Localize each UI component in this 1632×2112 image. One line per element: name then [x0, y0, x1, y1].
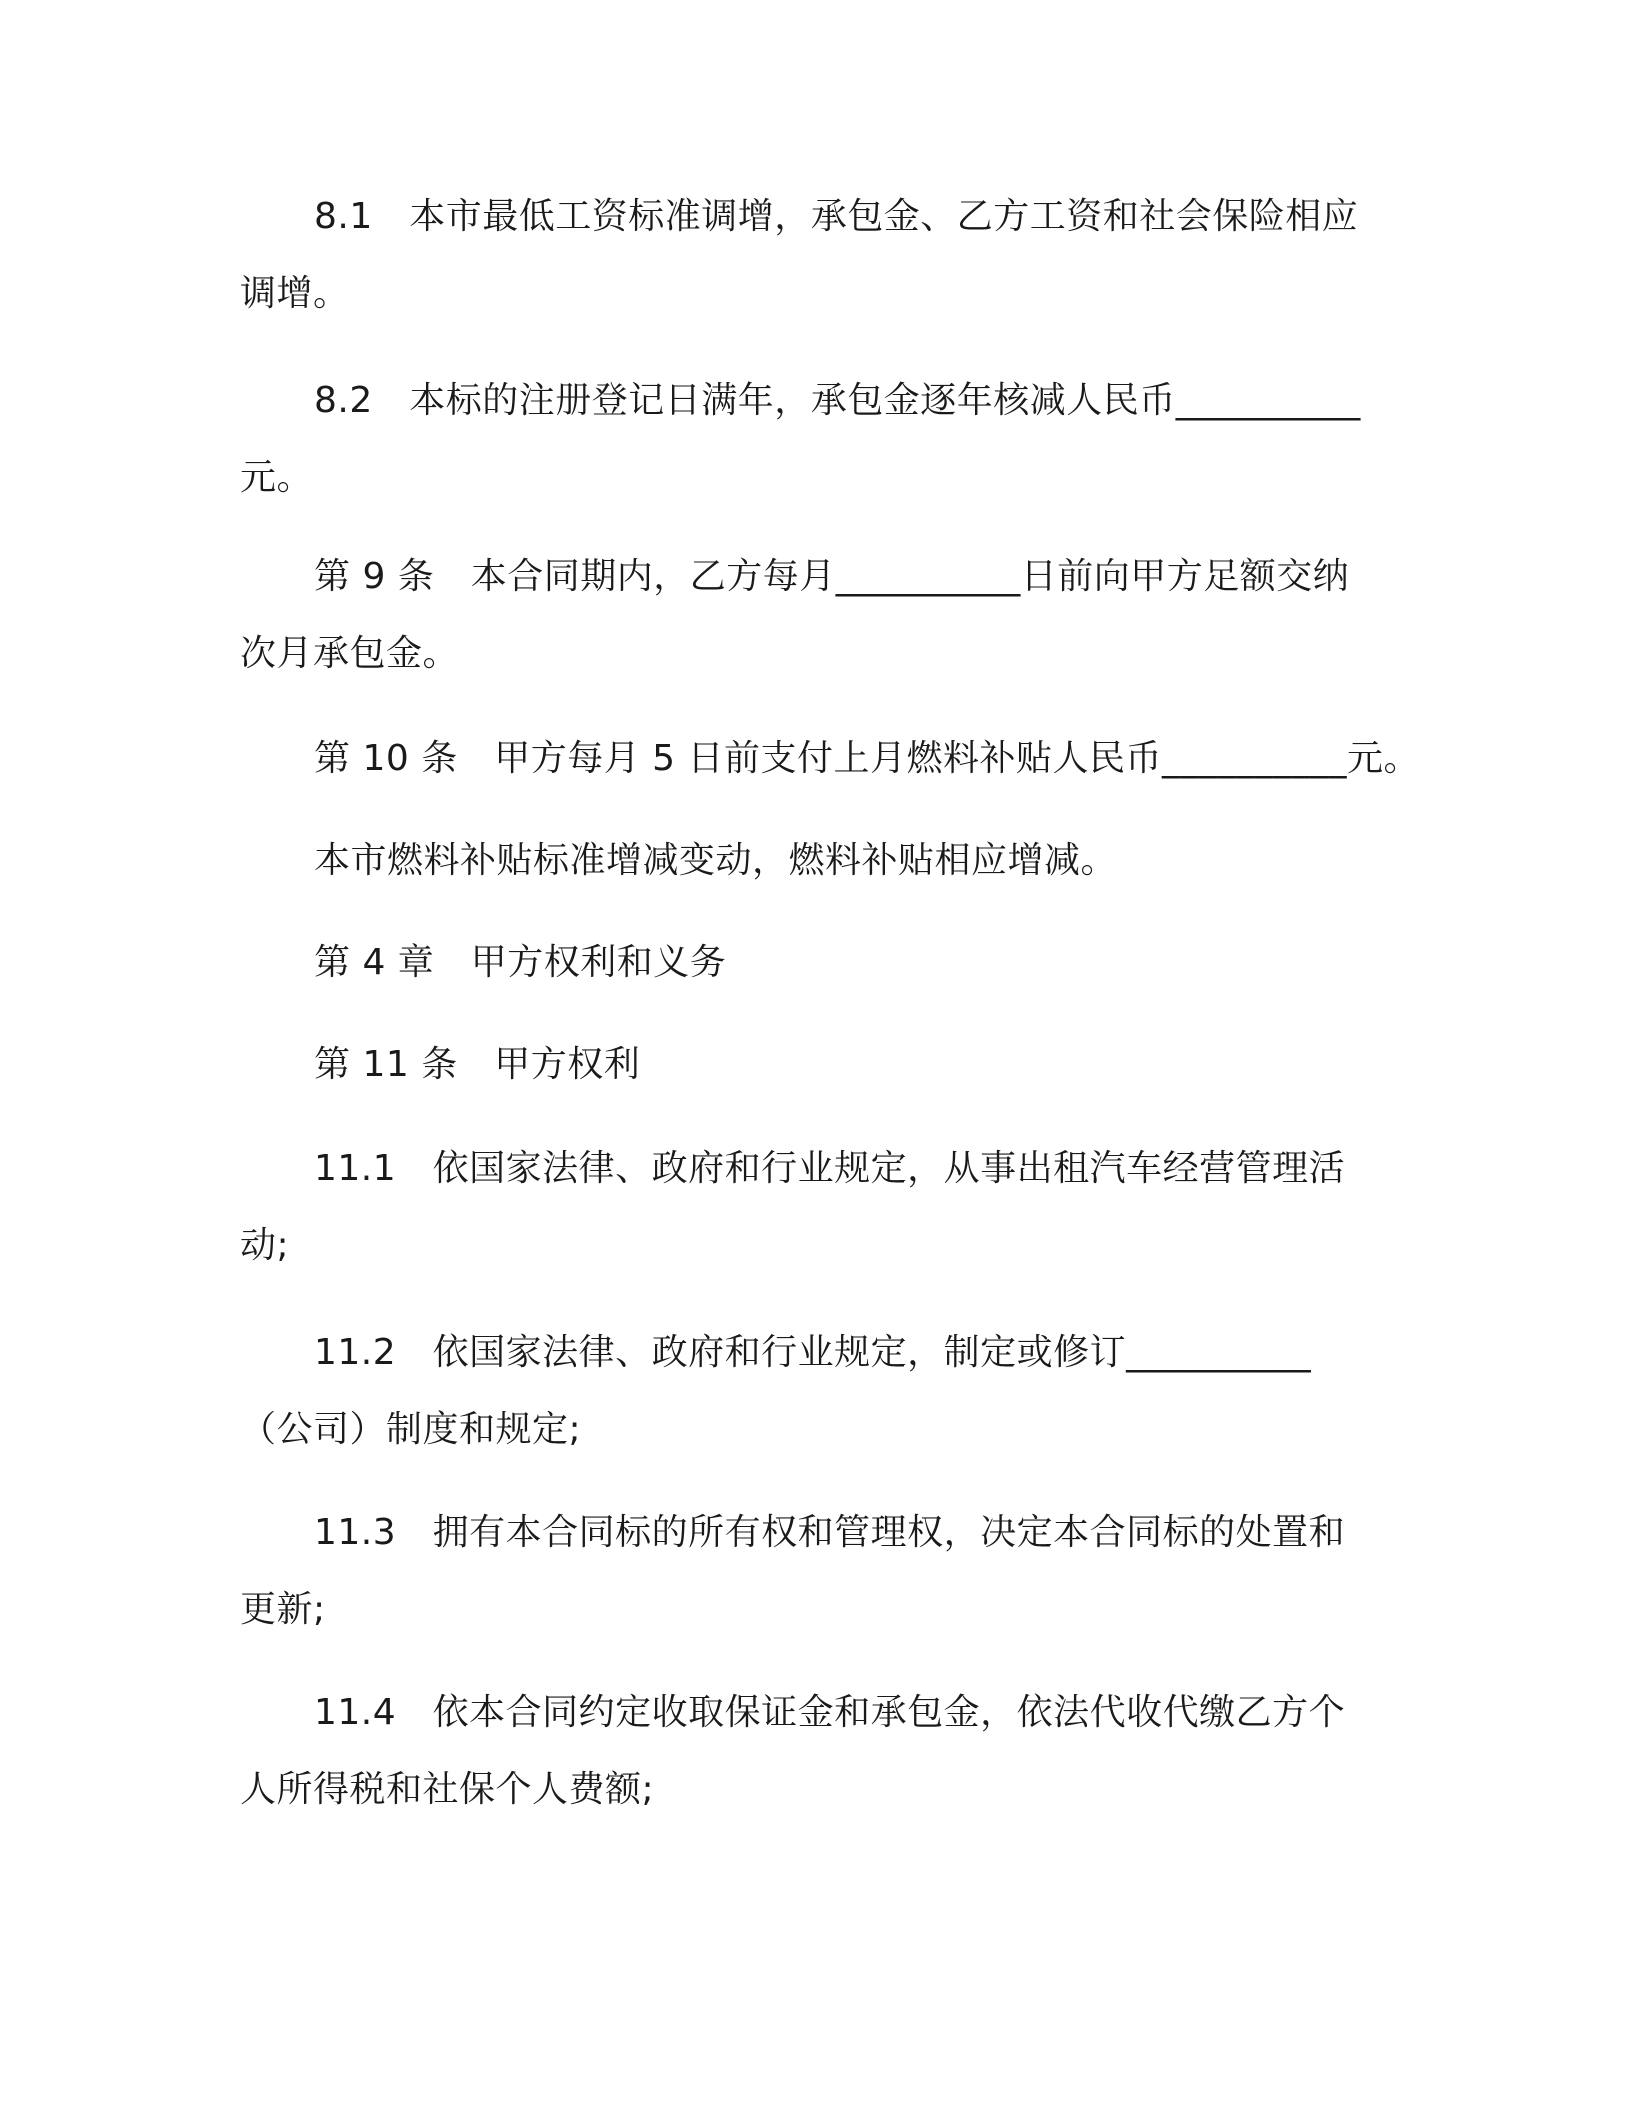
clause-8-2 — [240, 362, 1400, 516]
clause-11-3 — [240, 1494, 1400, 1648]
clause-8-1-line-2: 调增。 — [240, 273, 350, 314]
clause-11-2 — [240, 1314, 1400, 1468]
article-11-heading-line-1: 第 11 条 甲方权利 — [314, 1044, 641, 1085]
clause-8-1-line-1: 8.1 本市最低工资标准调增，承包金、乙方工资和社会保险相应 — [314, 196, 1359, 237]
clause-11-1-line-1: 11.1 依国家法律、政府和行业规定，从事出租汽车经营管理活 — [314, 1148, 1346, 1189]
clause-11-4-line-2: 人所得税和社保个人费额; — [240, 1769, 655, 1810]
article-10-line-1: 第 10 条 甲方每月 5 日前支付上月燃料补贴人民币__________元。 — [314, 738, 1420, 779]
chapter-4-heading-line-1: 第 4 章 甲方权利和义务 — [314, 942, 727, 983]
clause-11-4-line-1: 11.4 依本合同约定收取保证金和承包金，依法代收代缴乙方个 — [314, 1692, 1346, 1733]
clause-11-3-line-2: 更新; — [240, 1589, 326, 1630]
article-10 — [240, 720, 1420, 797]
article-9 — [240, 538, 1400, 692]
fuel-subsidy-note — [240, 822, 1400, 899]
clause-11-3-line-1: 11.3 拥有本合同标的所有权和管理权，决定本合同标的处置和 — [314, 1512, 1346, 1553]
article-9-line-1: 第 9 条 本合同期内，乙方每月__________日前向甲方足额交纳 — [314, 556, 1350, 597]
clause-11-2-line-2: （公司）制度和规定; — [240, 1409, 582, 1450]
clause-8-1 — [240, 178, 1400, 332]
clause-8-2-line-1: 8.2 本标的注册登记日满年，承包金逐年核减人民币__________ — [314, 380, 1361, 421]
clause-11-2-line-1: 11.2 依国家法律、政府和行业规定，制定或修订__________ — [314, 1332, 1312, 1373]
clause-8-2-line-2: 元。 — [240, 457, 314, 498]
clause-11-4 — [240, 1674, 1400, 1828]
clause-11-1 — [240, 1130, 1400, 1284]
chapter-4-heading — [240, 924, 1400, 1001]
clause-11-1-line-2: 动; — [240, 1225, 290, 1266]
fuel-subsidy-note-line-1: 本市燃料补贴标准增减变动，燃料补贴相应增减。 — [314, 840, 1118, 881]
article-9-line-2: 次月承包金。 — [240, 633, 460, 674]
article-11-heading — [240, 1026, 1400, 1103]
